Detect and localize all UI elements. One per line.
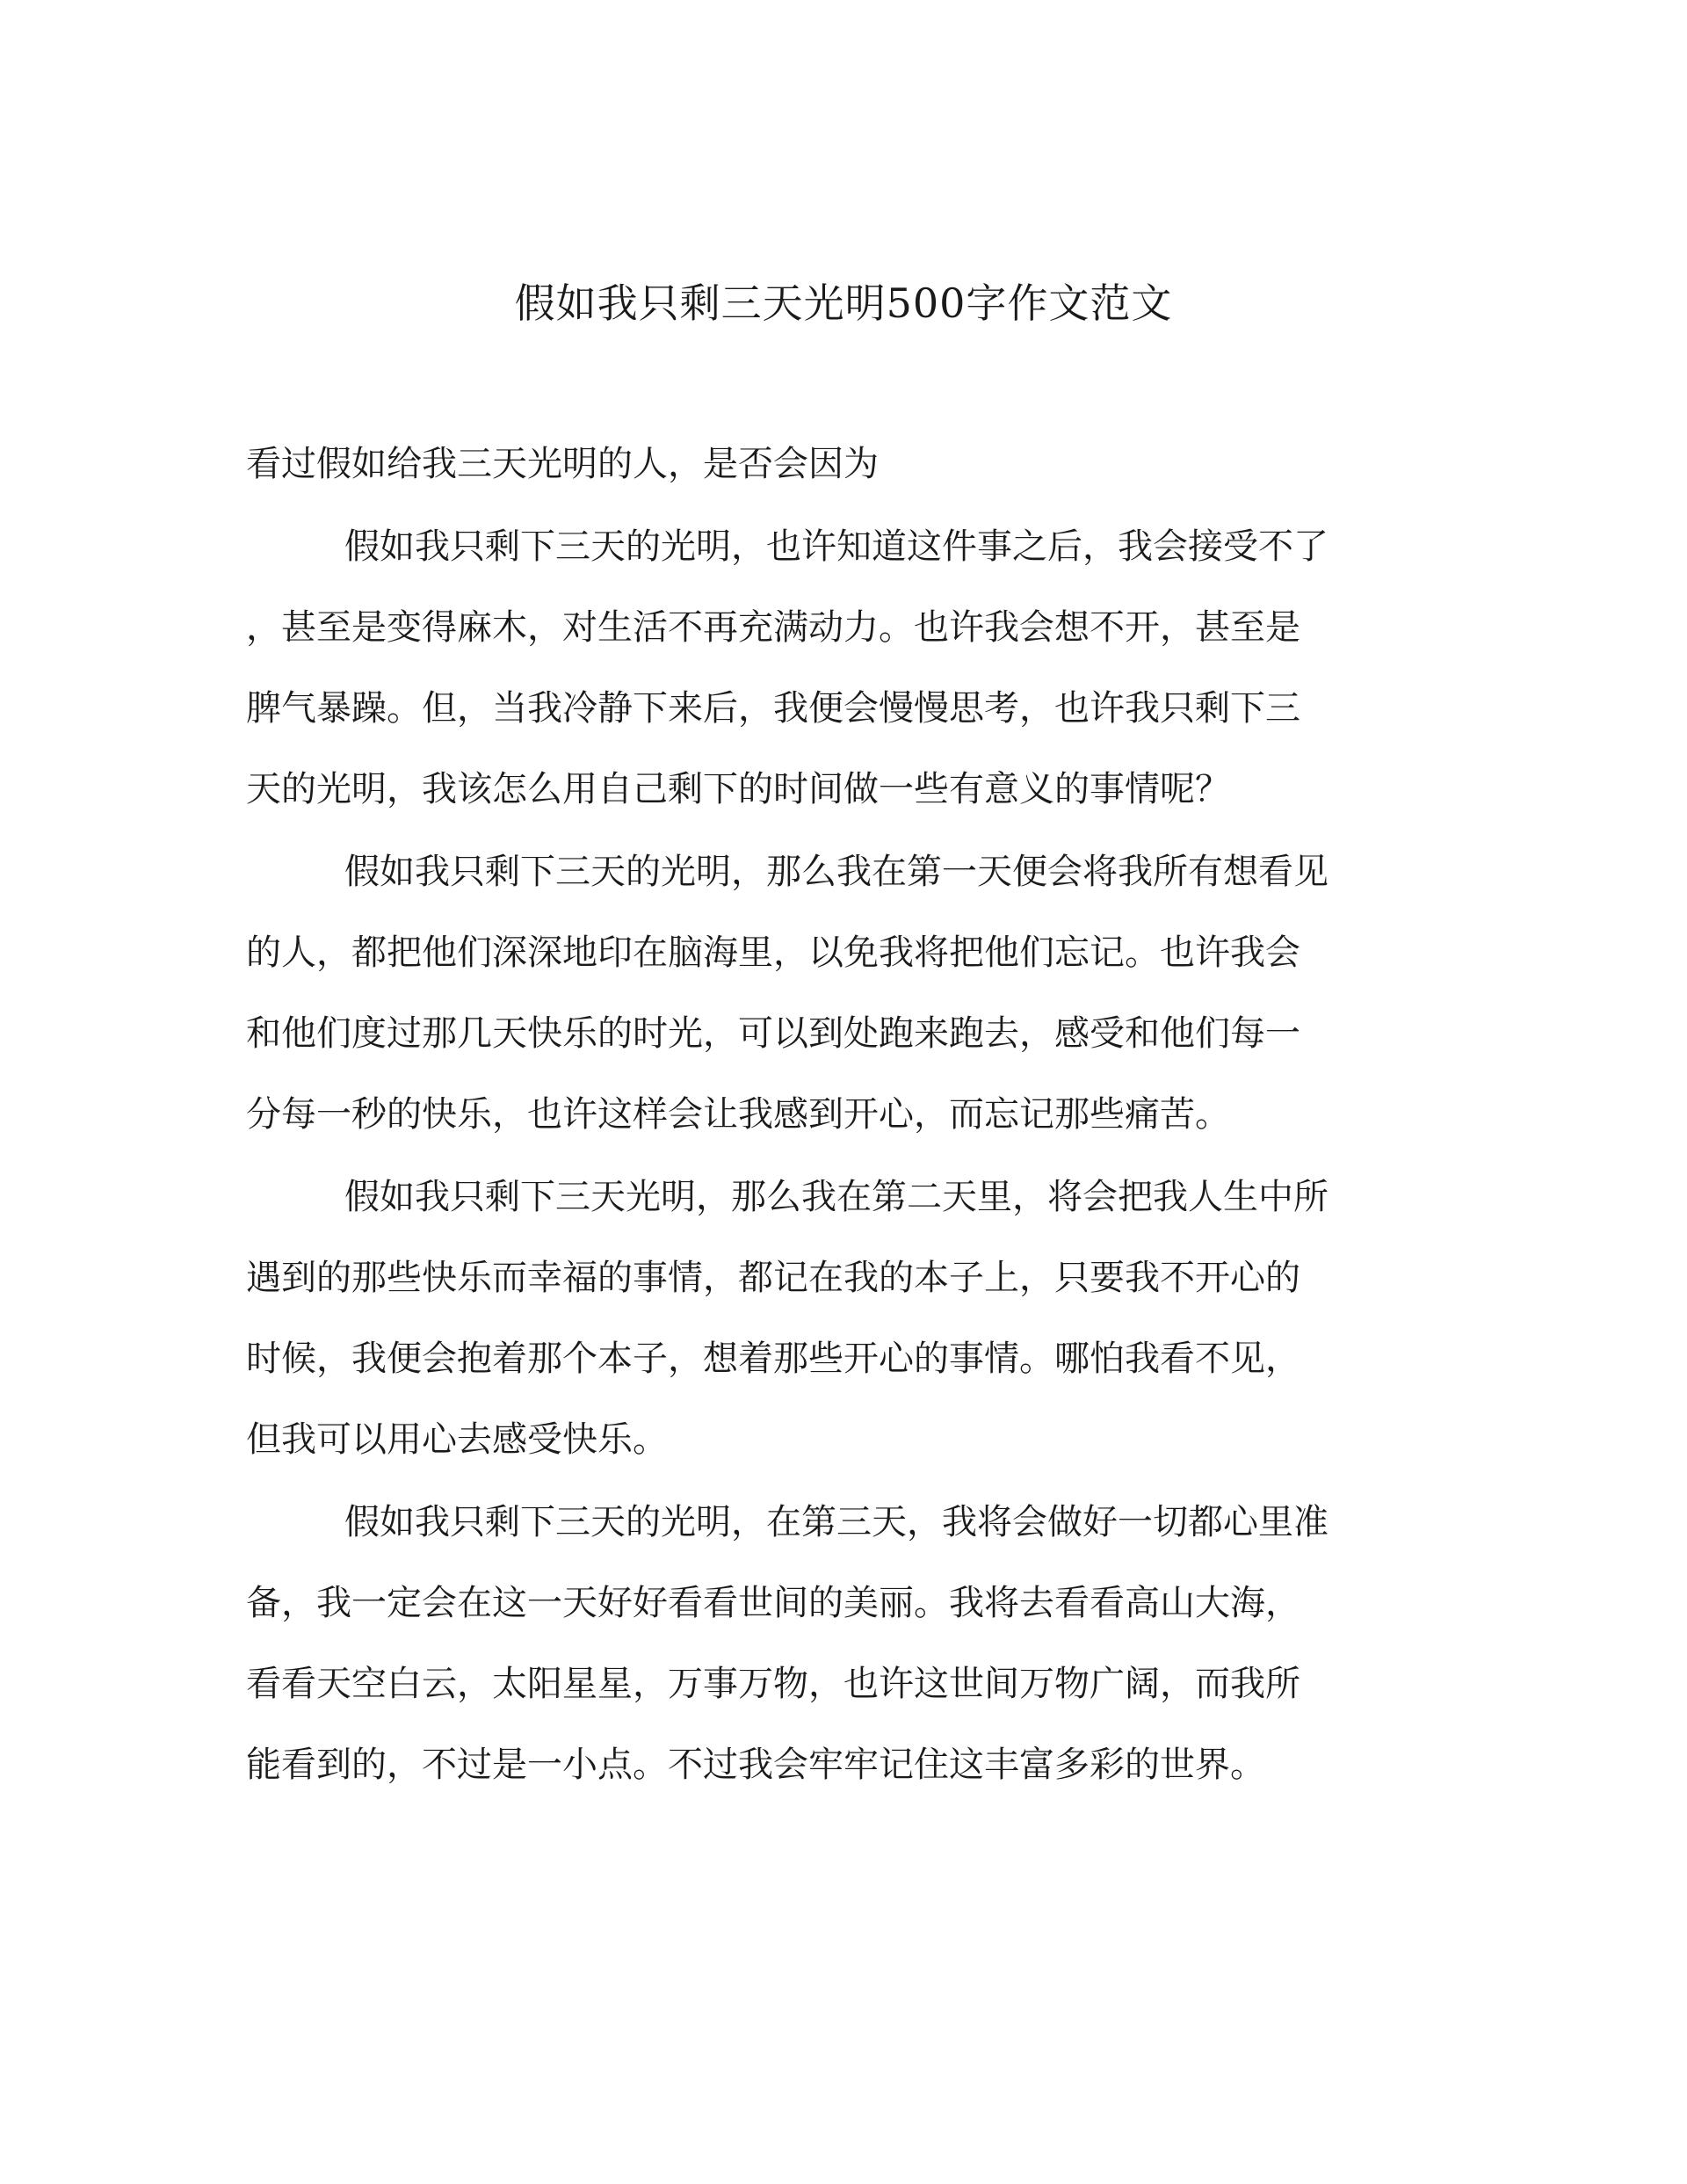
intro-paragraph: 看过假如给我三天光明的人，是否会因为 — [246, 444, 879, 484]
paragraph-line: 假如我只剩下三天的光明，在第三天，我将会做好一切都心里准 — [344, 1502, 1329, 1542]
paragraph-line: 时候，我便会抱着那个本子，想着那些开心的事情。哪怕我看不见， — [246, 1339, 1300, 1379]
paragraph-line: 遇到的那些快乐而幸福的事情，都记在我的本子上，只要我不开心的 — [246, 1258, 1300, 1298]
paragraph-line: 天的光明，我该怎么用自己剩下的时间做一些有意义的事情呢？ — [246, 769, 1230, 809]
paragraph-line: 备，我一定会在这一天好好看看世间的美丽。我将去看看高山大海， — [246, 1583, 1300, 1623]
paragraph-line: ，甚至是变得麻木，对生活不再充满动力。也许我会想不开，甚至是 — [246, 607, 1300, 648]
paragraph-line: 看看天空白云，太阳星星，万事万物，也许这世间万物广阔，而我所 — [246, 1664, 1300, 1704]
paragraph-line: 假如我只剩下三天光明，那么我在第二天里，将会把我人生中所 — [344, 1177, 1329, 1217]
paragraph-line: 分每一秒的快乐，也许这样会让我感到开心，而忘记那些痛苦。 — [246, 1094, 1230, 1135]
paragraph-line: 假如我只剩下三天的光明，也许知道这件事之后，我会接受不了 — [344, 526, 1329, 567]
paragraph-line: 能看到的，不过是一小点。不过我会牢牢记住这丰富多彩的世界。 — [246, 1745, 1265, 1785]
paragraph-line: 但我可以用心去感受快乐。 — [246, 1419, 668, 1460]
paragraph-line: 和他们度过那几天快乐的时光，可以到处跑来跑去，感受和他们每一 — [246, 1013, 1300, 1054]
paragraph-line: 假如我只剩下三天的光明，那么我在第一天便会将我所有想看见 — [344, 852, 1329, 892]
paragraph-line: 的人，都把他们深深地印在脑海里，以免我将把他们忘记。也许我会 — [246, 932, 1300, 973]
document-title: 假如我只剩三天光明500字作文范文 — [514, 279, 1173, 327]
paragraph-line: 脾气暴躁。但，当我冷静下来后，我便会慢慢思考，也许我只剩下三 — [246, 688, 1300, 729]
